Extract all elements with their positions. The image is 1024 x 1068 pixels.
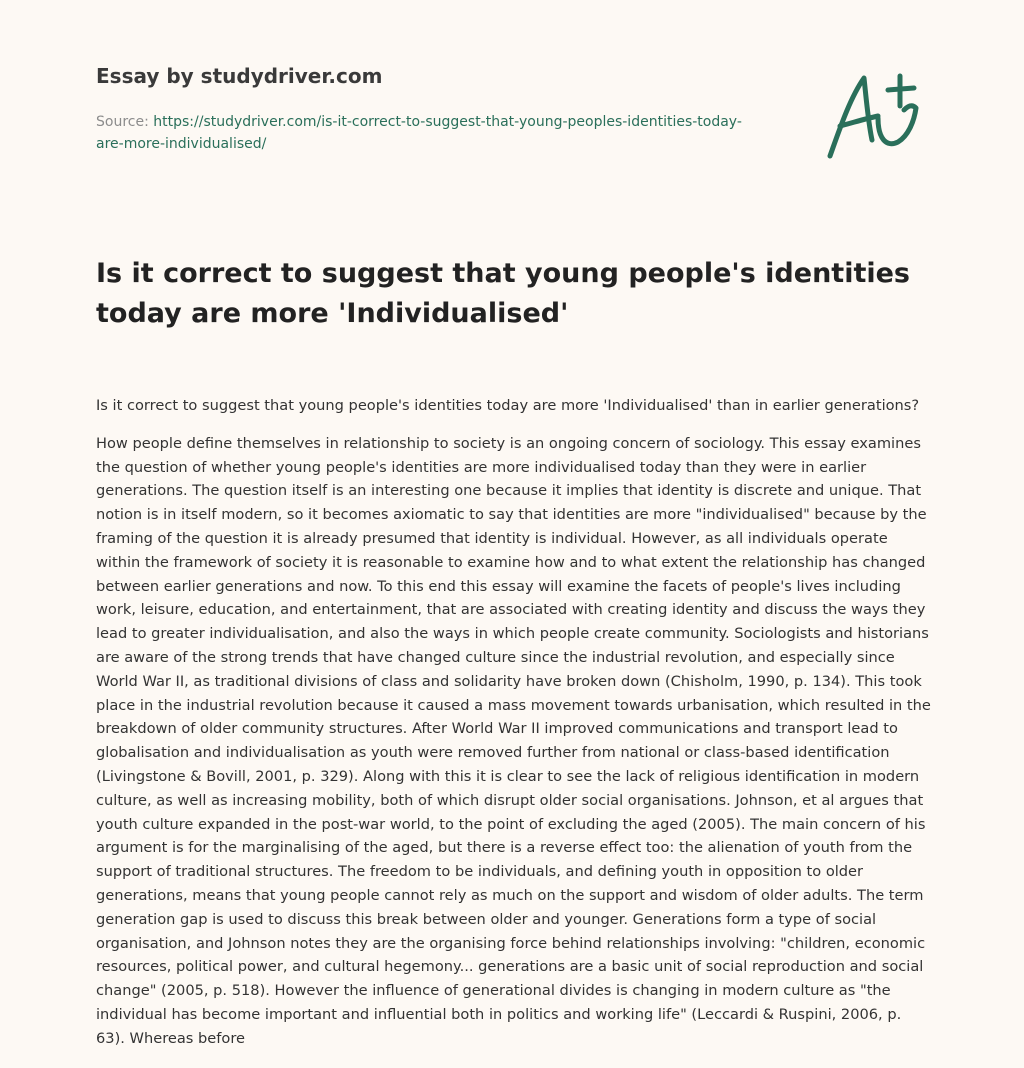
source-link[interactable]: https://studydriver.com/is-it-correct-to-suggest-that-young-peoples-identities-today-are-more-individualised/ [96, 114, 742, 152]
a-plus-logo-icon [820, 66, 930, 166]
essay-question: Is it correct to suggest that young people's identities today are more 'Individualised' than in earlier generations? [96, 397, 920, 414]
site-title: Essay by studydriver.com [96, 64, 383, 88]
essay-content [96, 394, 934, 1065]
essay-title: Is it correct to suggest that young people's identities today are more 'Individualised' [96, 258, 910, 329]
source-line [96, 111, 756, 155]
essay-body: How people define themselves in relationship to society is an ongoing concern of sociology. This essay examines the question of whether young people's identities are more individualised today than they were in earlier generations. The question itself is an interesting one because it implies that identity is discrete and unique. That notion is in itself modern, so it becomes axiomatic to say that identities are more "individualised" because by the framing of the question it is already presumed that identity is individual. However, as all individuals operate within the framework of society it is reasonable to examine how and to what extent the relationship has changed between earlier generations and now. To this end this essay will examine the facets of people's lives including work, leisure, education, and entertainment, that are associated with creating identity and discuss the ways they lead to greater individualisation, and also the ways in which people create community. Sociologists and historians are aware of the strong trends that have changed culture since the industrial revolution, and especially since World War II, as traditional divisions of class and solidarity have broken down (Chisholm, 1990, p. 134). This took place in the industrial revolution because it caused a mass movement towards urbanisation, which resulted in the breakdown of older community structures. After World War II improved communications and transport lead to globalisation and individualisation as youth were removed further from national or class-based identification (Livingstone & Bovill, 2001, p. 329). Along with this it is clear to see the lack of religious identification in modern culture, as well as increasing mobility, both of which disrupt older social organisations. Johnson, et al argues that youth culture expanded in the post-war world, to the point of excluding the aged (2005). The main concern of his argument is for the marginalising of the aged, but there is a reverse effect too: the alienation of youth from the support of traditional structures. The freedom to be individuals, and defining youth in opposition to older generations, means that young people cannot rely as much on the support and wisdom of older adults. The term generation gap is used to discuss this break between older and younger. Generations form a type of social organisation, and Johnson notes they are the organising force behind relationships involving: "children, economic resources, political power, and cultural hegemony... generations are a basic unit of social reproduction and social change" (2005, p. 518). However the influence of generational divides is changing in modern culture as "the individual has become important and influential both in politics and working life" (Leccardi & Ruspini, 2006, p. 63). Whereas before [96, 434, 931, 1047]
source-label: Source: [96, 114, 154, 130]
